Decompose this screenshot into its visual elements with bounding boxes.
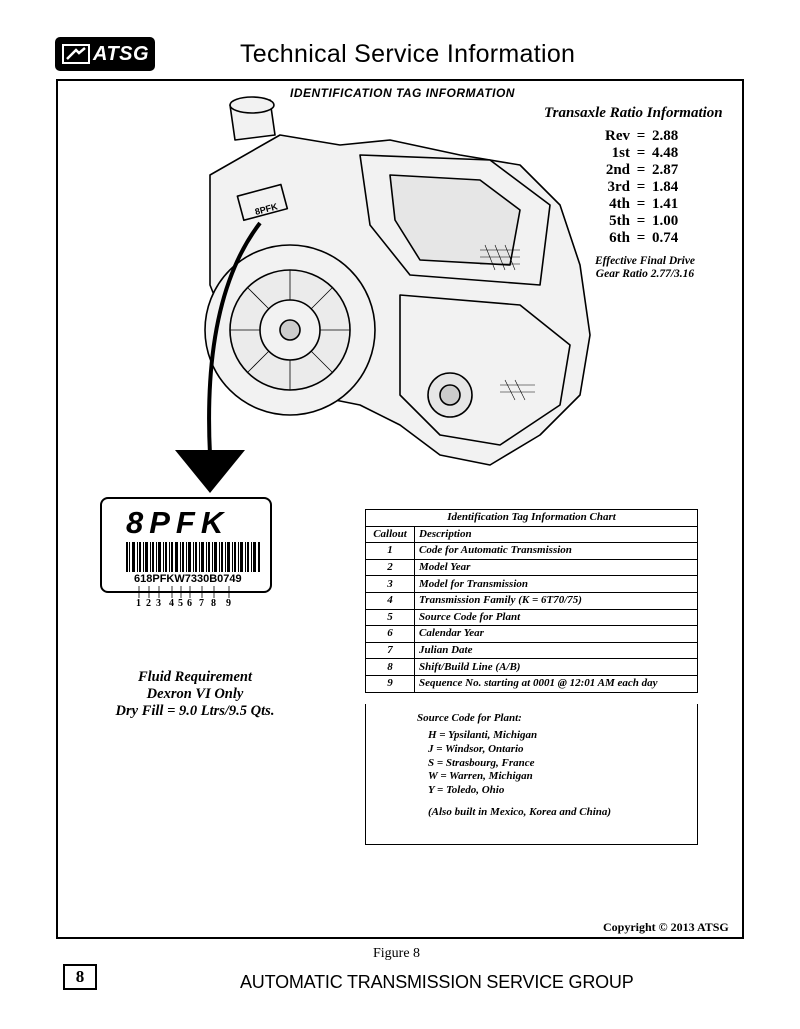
callout-number: 5: [178, 598, 183, 609]
table-row: 2 Model Year: [366, 559, 698, 576]
ratio-row: 1st = 4.48: [611, 145, 679, 161]
callout-ticks: [134, 586, 244, 598]
callout-number: 8: [211, 598, 216, 609]
barcode-icon: [126, 542, 261, 572]
transmission-illustration: [160, 95, 610, 495]
tag-code: 8PFK: [126, 505, 230, 540]
figure-caption: Figure 8: [373, 946, 421, 961]
id-tag-chart: [365, 509, 698, 693]
table-row: 9 Sequence No. starting at 0001 @ 12:01 AM each day: [366, 675, 698, 692]
list-item: W = Warren, Michigan: [428, 770, 533, 783]
tag-serial: 618PFKW7330B0749: [134, 573, 242, 585]
list-item: S = Strasbourg, France: [428, 756, 535, 769]
callout-number: 2: [146, 598, 151, 609]
ratio-list: [560, 128, 690, 247]
table-row: 5 Source Code for Plant: [366, 609, 698, 626]
fluid-requirement: Fluid Requirement Dexron VI Only Dry Fill = 9.0 Ltrs/9.5 Qts.: [115, 669, 275, 719]
ratio-row: 3rd = 1.84: [607, 179, 679, 195]
table-row: 1 Code for Automatic Transmission: [366, 543, 698, 560]
ratio-row: 4th = 1.41: [609, 196, 679, 212]
table-row: 3 Model for Transmission: [366, 576, 698, 593]
final-drive-note: Effective Final Drive Gear Ratio 2.77/3.16: [594, 255, 696, 280]
copyright: Copyright © 2013 ATSG: [603, 920, 729, 934]
plant-title: Source Code for Plant:: [417, 712, 522, 724]
footer: AUTOMATIC TRANSMISSION SERVICE GROUP: [240, 972, 634, 992]
list-item: H = Ypsilanti, Michigan: [428, 729, 538, 741]
chart-header-description: Description: [415, 526, 698, 543]
callout-number: 3: [156, 598, 161, 609]
page-title: Technical Service Information: [240, 40, 576, 68]
callout-number: 7: [199, 598, 204, 609]
chart-title: Identification Tag Information Chart: [366, 510, 698, 527]
ratio-title: Transaxle Ratio Information: [544, 105, 723, 121]
table-row: 4 Transmission Family (K = 6T70/75): [366, 592, 698, 609]
ratio-row: 5th = 1.00: [609, 213, 679, 229]
plant-list: [428, 729, 537, 798]
list-item: J = Windsor, Ontario: [428, 742, 524, 755]
callout-number: 6: [187, 598, 192, 609]
callout-number: 4: [169, 598, 174, 609]
logo-text: ATSG: [93, 42, 150, 65]
ratio-row: 6th = 0.74: [609, 230, 679, 246]
ratio-row: Rev = 2.88: [605, 128, 679, 144]
list-item: Y = Toledo, Ohio: [428, 784, 505, 797]
table-row: 6 Calendar Year: [366, 626, 698, 643]
ratio-row: 2nd = 2.87: [605, 162, 679, 178]
page-number: 8: [63, 964, 97, 990]
section-heading: IDENTIFICATION TAG INFORMATION: [290, 86, 515, 100]
atsg-logo: [55, 37, 155, 71]
engine-tag-text: 8PFK: [253, 201, 279, 217]
plant-note: (Also built in Mexico, Korea and China): [428, 806, 612, 818]
chart-header-callout: Callout: [366, 526, 415, 543]
table-row: 7 Julian Date: [366, 642, 698, 659]
atsg-logo-icon: [62, 42, 90, 66]
callout-number: 1: [136, 598, 141, 609]
callout-number: 9: [226, 598, 231, 609]
table-row: 8 Shift/Build Line (A/B): [366, 659, 698, 676]
